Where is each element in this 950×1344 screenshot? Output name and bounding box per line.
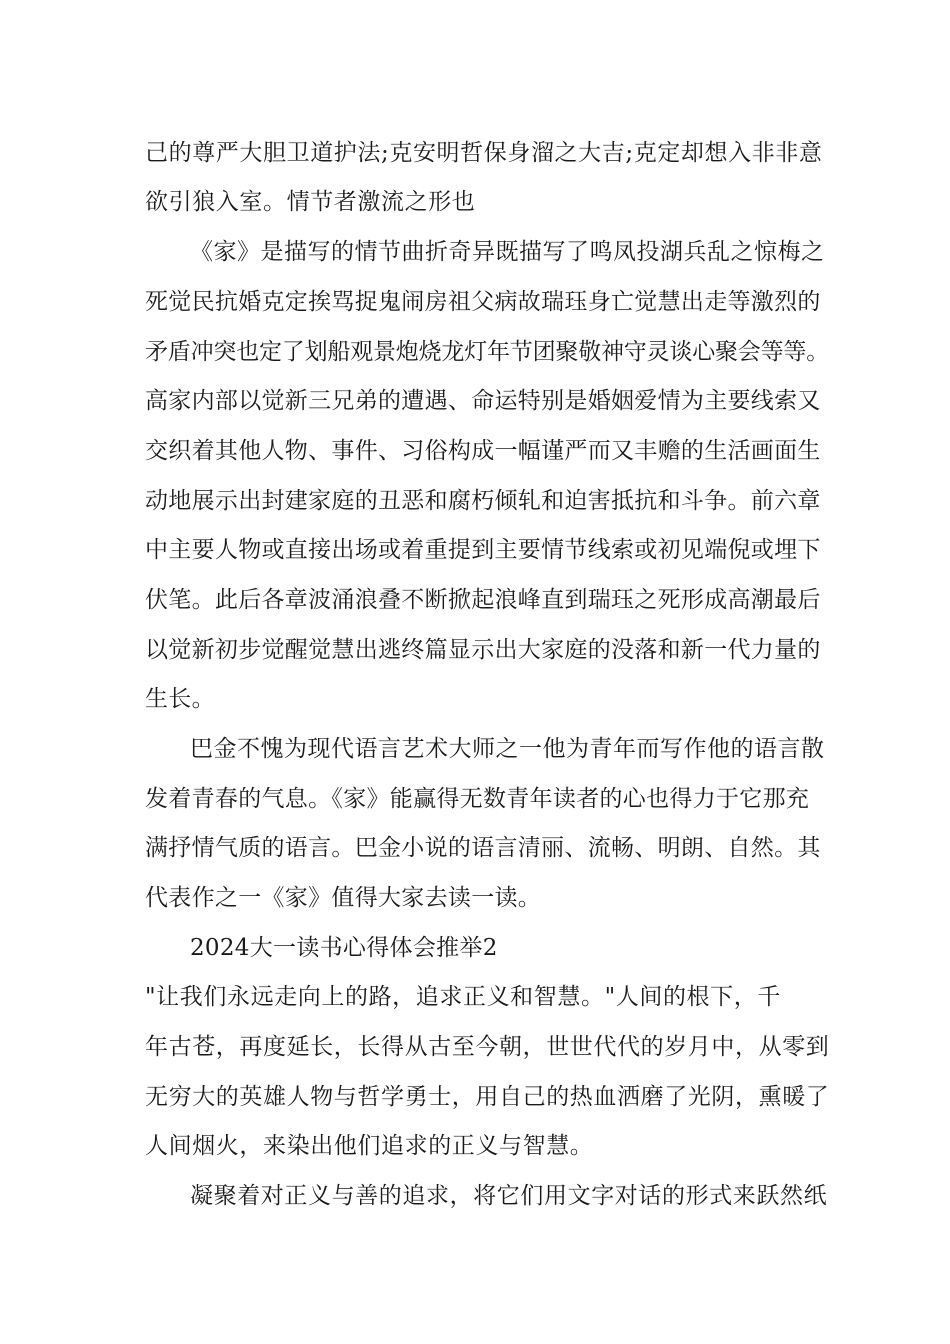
text-line: 代表作之一《家》值得大家去读一读。 bbox=[145, 885, 542, 911]
text-line: 以觉新初步觉醒觉慧出逃终篇显示出大家庭的没落和新一代力量的 bbox=[145, 637, 821, 663]
text-line: 满抒情气质的语言。巴金小说的语言清丽、流畅、明朗、自然。其 bbox=[145, 835, 821, 861]
text-line: 《家》是描写的情节曲折奇异既描写了鸣凤投湖兵乱之惊梅之 bbox=[190, 239, 825, 265]
text-line: 人间烟火，来染出他们追求的正义与智慧。 bbox=[145, 1133, 594, 1159]
text-line: 凝聚着对正义与善的追求，将它们用文字对话的形式来跃然纸 bbox=[190, 1183, 828, 1209]
text-line: 交织着其他人物、事件、习俗构成一幅谨严而又丰赡的生活画面生 bbox=[145, 438, 821, 464]
text-line: 发着青春的气息。《家》能赢得无数青年读者的心也得力于它那充 bbox=[145, 786, 810, 812]
text-line: 欲引狼入室。情节者激流之形也 bbox=[145, 189, 476, 215]
text-line: 己的尊严大胆卫道护法;克安明哲保身溜之大吉;克定却想入非非意 bbox=[145, 140, 823, 166]
text-line: 高家内部以觉新三兄弟的遭遇、命运特别是婚姻爱情为主要线索又 bbox=[145, 388, 821, 414]
section-heading: 2024大一读书心得体会推举2 bbox=[190, 935, 498, 961]
text-line: 生长。 bbox=[145, 686, 215, 712]
text-line: 矛盾冲突也定了划船观景炮烧龙灯年节团聚敬神守灵谈心聚会等等。 bbox=[145, 339, 830, 365]
text-line: 中主要人物或直接出场或着重提到主要情节线索或初见端倪或埋下 bbox=[145, 537, 821, 563]
text-line: "让我们永远走向上的路，追求正义和智慧。"人间的根下，千 bbox=[145, 984, 781, 1010]
text-line: 无穷大的英雄人物与哲学勇士，用自己的热血洒磨了光阴，熏暖了 bbox=[145, 1084, 830, 1110]
text-line: 伏笔。此后各章波涌浪叠不断掀起浪峰直到瑞珏之死形成高潮最后 bbox=[145, 587, 821, 613]
text-line: 动地展示出封建家庭的丑恶和腐朽倾轧和迫害抵抗和斗争。前六章 bbox=[145, 488, 821, 514]
text-line: 巴金不愧为现代语言艺术大师之一他为青年而写作他的语言散 bbox=[190, 736, 825, 762]
text-line: 年古苍，再度延长，长得从古至今朝，世世代代的岁月中，从零到 bbox=[145, 1034, 830, 1060]
text-line: 死觉民抗婚克定挨骂捉鬼闹房祖父病故瑞珏身亡觉慧出走等激烈的 bbox=[145, 289, 821, 315]
